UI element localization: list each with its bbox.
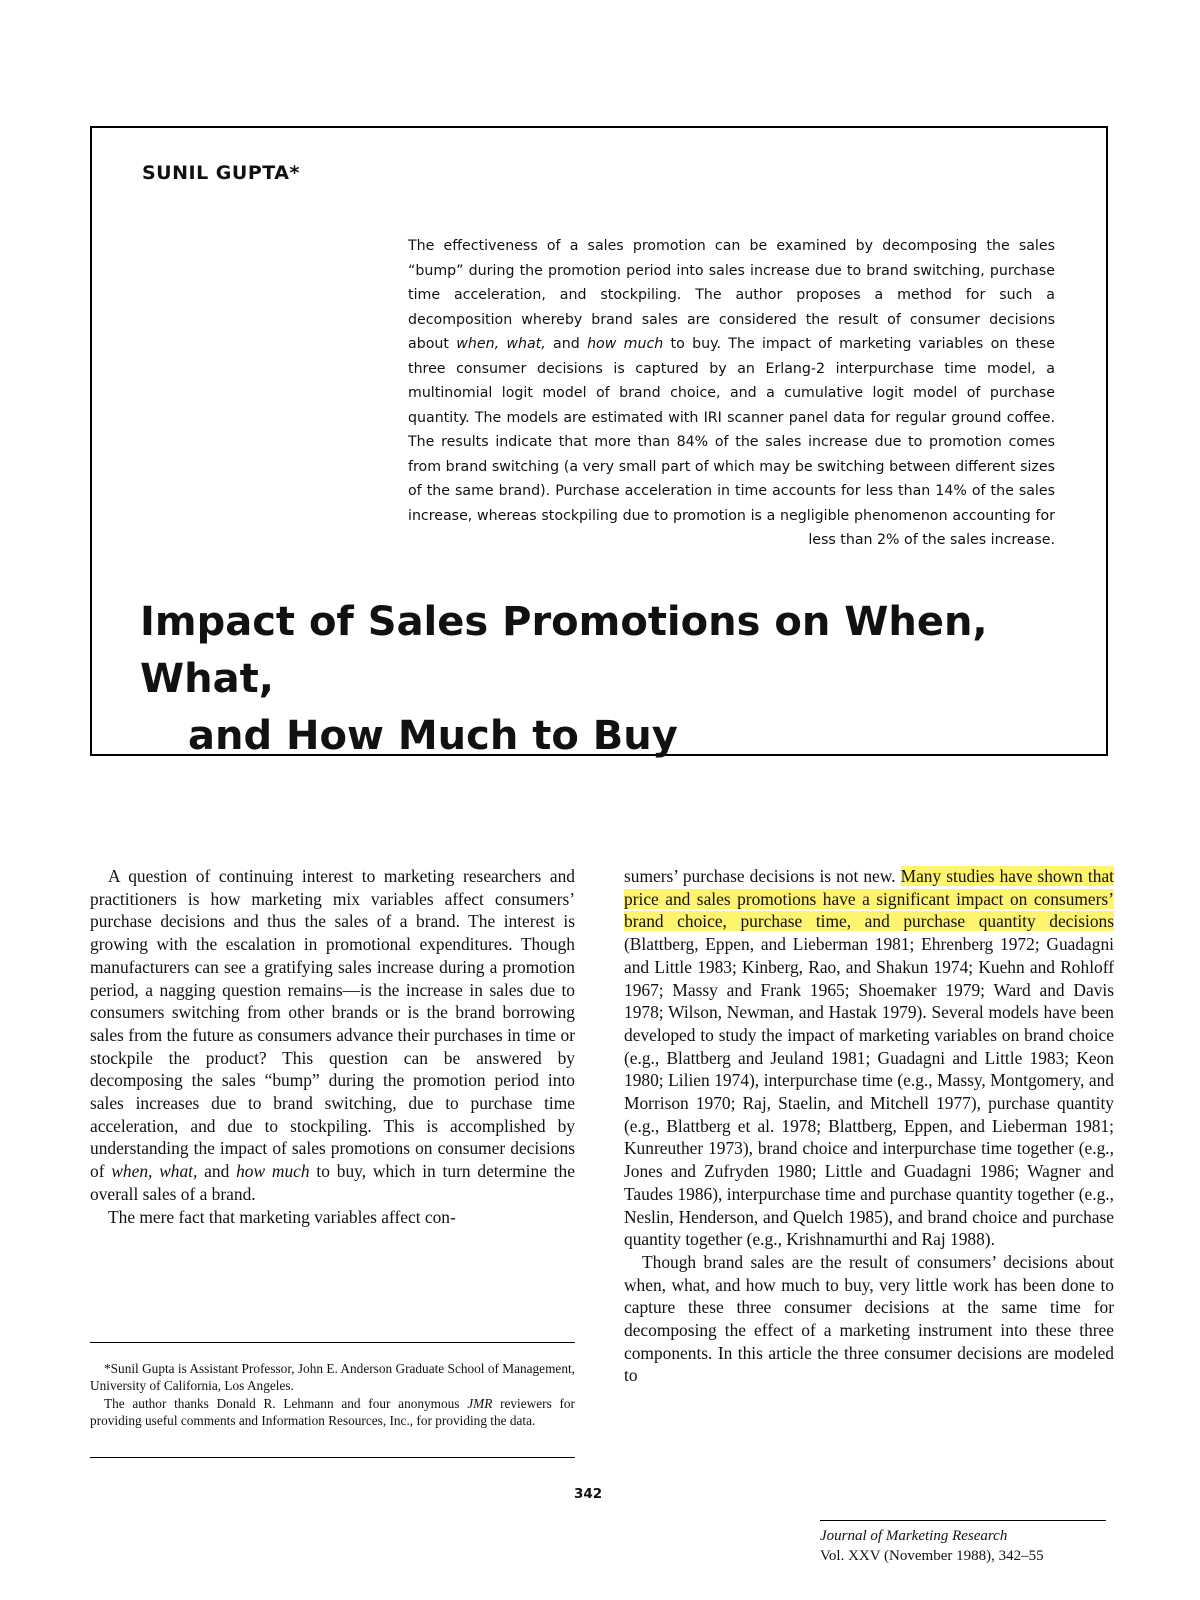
body-text: and	[197, 1161, 237, 1182]
author-name: SUNIL GUPTA*	[142, 162, 300, 184]
body-column-left	[90, 865, 575, 1228]
body-paragraph	[90, 865, 575, 1206]
highlighted-text: Many studies have shown that price and sales promotions have a significant impact on consumers’ brand choice, purchase time, and purchase quantity decisions	[624, 866, 1115, 932]
journal-name: Journal of Marketing Research	[820, 1528, 1008, 1544]
body-paragraph: The mere fact that marketing variables affect con-	[108, 1206, 456, 1227]
abstract-emphasis-2: how much	[587, 336, 664, 352]
footnote-text: The author thanks Donald R. Lehmann and four anonymous	[104, 1395, 468, 1411]
abstract-emphasis-1: when, what,	[456, 336, 546, 352]
abstract-text-1: The effectiveness of a sales promotion can be examined by decomposing the sales “bump” during the promotion period into sales increase due to brand switching, purchase time acceleration, and stockpiling. The author proposes a method for such a decomposition whereby brand sales are considered the result of consumer decisions about	[408, 238, 1055, 352]
body-paragraph: Though brand sales are the result of consumers’ decisions about when, what, and how much to buy, very little work has been done to capture these three consumer decisions at the same time for decomposing the effect of a marketing instrument into these three components. In this article the three consumer decisions are modeled to	[624, 1251, 1114, 1386]
footnote-divider	[90, 1457, 575, 1458]
abstract-text-3: to buy. The impact of marketing variables on these three consumer decisions is captured by an Erlang-2 interpurchase time model, a multinomial logit model of brand choice, and a cumulative logit model of purchase quantity. The models are estimated with IRI scanner panel data for regular ground coffee. The results indicate that more than 84% of the sales increase due to promotion comes from brand switching (a very small part of which may be switching between different sizes of the same brand). Purchase acceleration in time accounts for less than 14% of the sales increase, whereas stockpiling due to promotion is a negligible phenomenon accounting for less than 2% of the sales increase.	[408, 336, 1055, 548]
body-text: sumers’ purchase decisions is not new.	[624, 866, 901, 886]
body-emphasis: how much	[236, 1161, 310, 1182]
journal-volume: Vol. XXV (November 1988), 342–55	[820, 1548, 1044, 1564]
journal-citation	[820, 1526, 1044, 1566]
title-line-2: and How Much to Buy	[188, 713, 678, 759]
footnote-author: *Sunil Gupta is Assistant Professor, John E. Anderson Graduate School of Management, University of California, Los Angeles.	[90, 1361, 575, 1394]
body-paragraph	[624, 865, 1114, 1251]
body-text: (Blattberg, Eppen, and Lieberman 1981; Ehrenberg 1972; Guadagni and Little 1983; Kinberg, Rao, and Shakun 1974; Kuehn and Rohloff 1967; Massy and Frank 1965; Shoemaker 1979; Ward and Davis 1978; Wilson, Newman, and Hastak 1979). Several models have been developed to study the impact of marketing variables on brand choice (e.g., Blattberg and Jeuland 1981; Guadagni and Little 1983; Keon 1980; Lilien 1974), interpurchase time (e.g., Massy, Montgomery, and Morrison 1970; Raj, Staelin, and Mitchell 1977), purchase quantity (e.g., Blattberg et al. 1978; Blattberg, Eppen, and Lieberman 1981; Kunreuther 1973), brand choice and interpurchase time together (e.g., Jones and Zufryden 1980; Little and Guadagni 1986; Wagner and Taudes 1986), interpurchase time and purchase quantity together (e.g., Neslin, Henderson, and Quelch 1985), and brand choice and purchase quantity together (e.g., Krishnamurthi and Raj 1988).	[624, 934, 1114, 1250]
abstract	[408, 234, 1055, 553]
abstract-text-2: and	[545, 336, 588, 352]
journal-divider	[820, 1520, 1106, 1521]
title-line-1: Impact of Sales Promotions on When, What,	[140, 599, 988, 702]
footnote-acknowledgment	[90, 1395, 575, 1430]
article-header-box	[90, 126, 1108, 759]
body-column-right	[624, 865, 1114, 1387]
body-emphasis: when, what,	[111, 1161, 198, 1182]
footnote-divider	[90, 1342, 575, 1343]
body-text: A question of continuing interest to marketing researchers and practitioners is how marketing mix variables affect consumers’ purchase decisions and thus the sales of a brand. The interest is growing with the escalation in promotional expenditures. Though manufacturers can see a gratifying sales increase during a promotion period, a nagging question remains—is the increase in sales due to consumers switching from other brands or is the brand borrowing sales from the future as consumers advance their purchases in time or stockpile the product? This question can be answered by decomposing the sales “bump” during the promotion period into sales increases due to brand switching, due to purchase time acceleration, and due to stockpiling. This is accomplished by understanding the impact of sales promotions on consumer decisions of	[90, 866, 575, 1182]
footnote-text: reviewers for providing useful comments and Information Resources, Inc., for providing the data.	[90, 1395, 575, 1428]
body-text: to buy, which in turn determine the overall sales of a brand.	[90, 1161, 575, 1204]
page-number: 342	[574, 1486, 603, 1502]
article-title	[140, 594, 1040, 765]
footnotes	[90, 1360, 575, 1429]
footnote-emphasis: JMR	[467, 1395, 493, 1411]
